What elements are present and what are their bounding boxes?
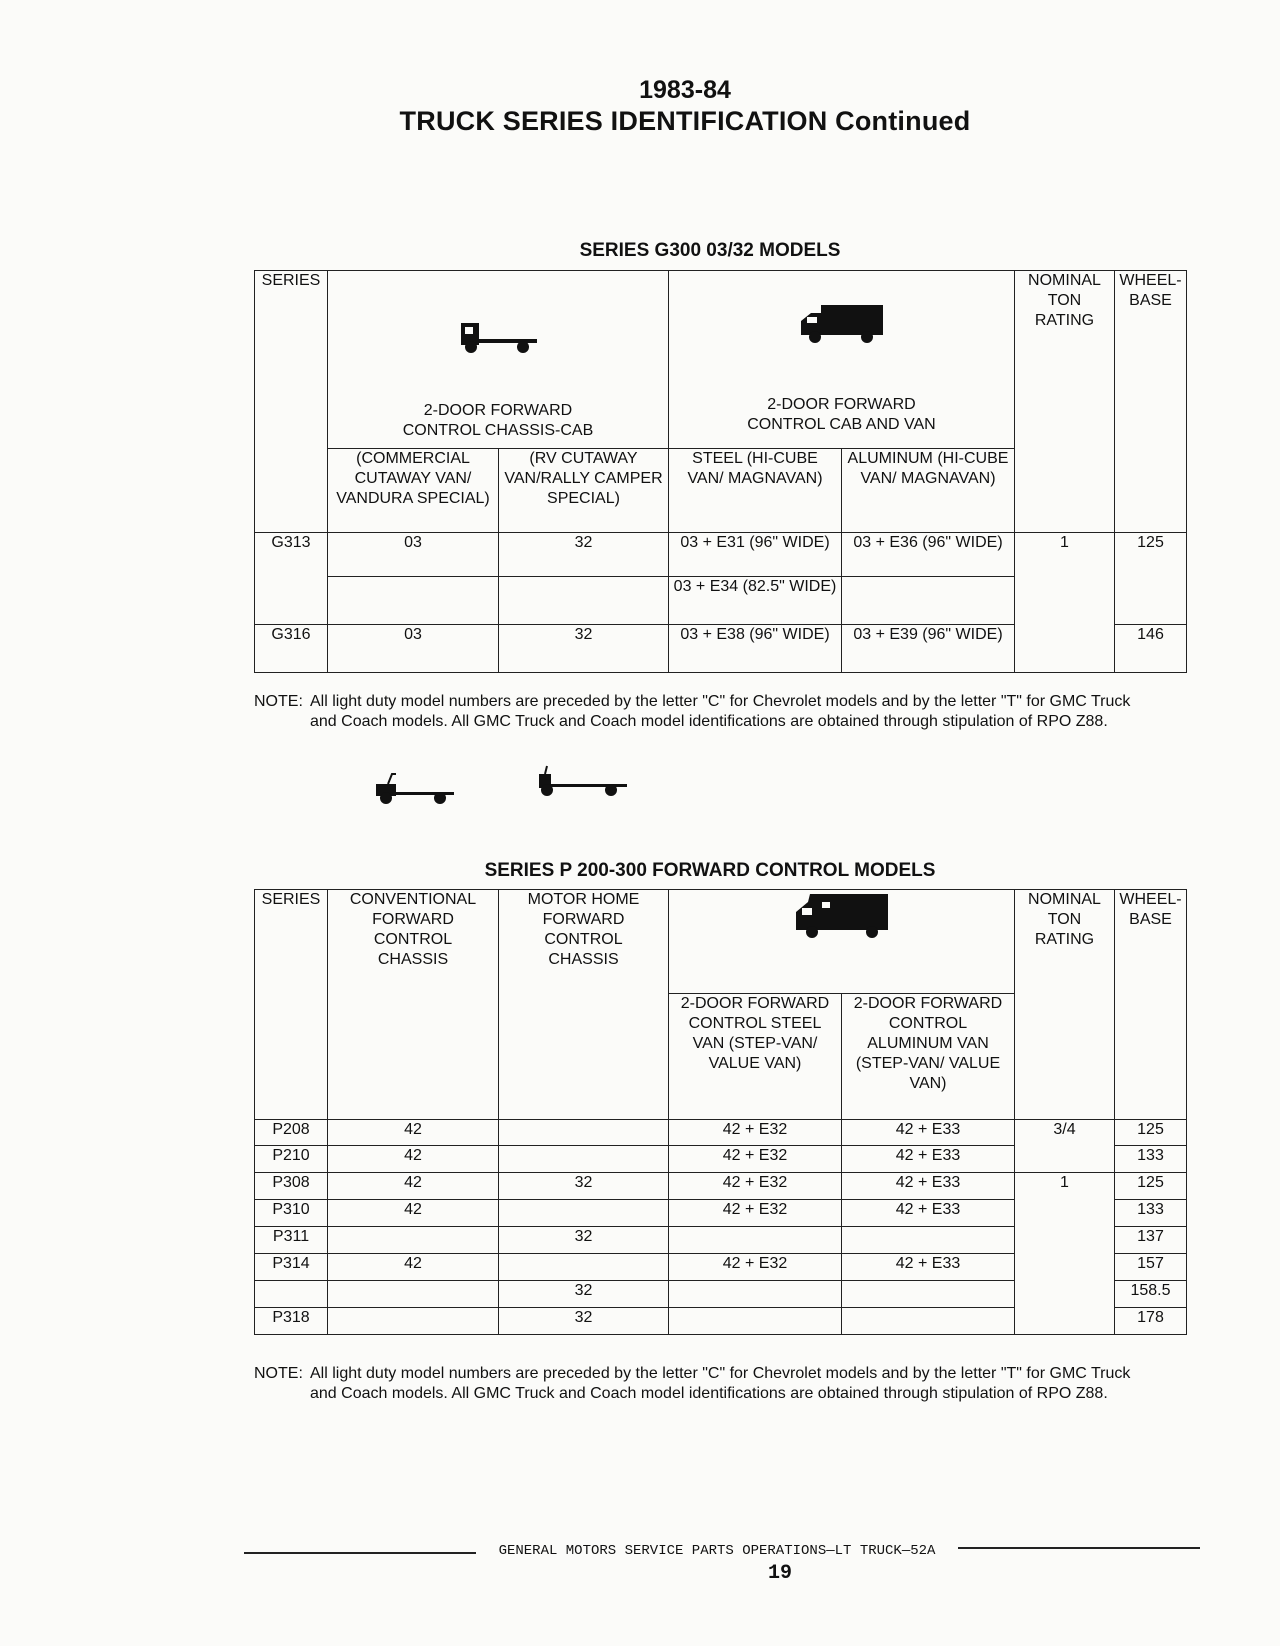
wheelbase-cell: 146	[1115, 625, 1187, 673]
step-van-group-header	[669, 890, 1015, 994]
cell	[499, 1200, 669, 1227]
wheelbase-cell: 125	[1115, 1120, 1187, 1146]
series-cell: P311	[255, 1227, 328, 1254]
cell: 42	[328, 1120, 499, 1146]
cell	[328, 1281, 499, 1308]
note-text: All light duty model numbers are preceded by the letter "C" for Chevrolet models and by the letter "T" for GMC Truck and Coach models. All GMC Truck and Coach model identifications are obtained through stipulation of RPO Z88.	[310, 1365, 1131, 1402]
cell: 42 + E33	[842, 1146, 1015, 1173]
ton-header: NOMINAL TON RATING	[1015, 890, 1115, 1120]
cell: 42 + E32	[669, 1254, 842, 1281]
sub-commercial-cutaway: (COMMERCIAL CUTAWAY VAN/ VANDURA SPECIAL)	[328, 449, 499, 533]
cell	[328, 577, 499, 625]
note-label: NOTE:	[254, 693, 303, 710]
wheelbase-cell: 158.5	[1115, 1281, 1187, 1308]
conventional-chassis-icon	[370, 770, 460, 810]
cell: 32	[499, 533, 669, 577]
year-heading: 1983-84	[639, 76, 731, 104]
cell: 42 + E32	[669, 1120, 842, 1146]
ton-header: NOMINAL TON RATING	[1015, 271, 1115, 533]
table2-note	[254, 1364, 1194, 1428]
page-title: TRUCK SERIES IDENTIFICATION Continued	[399, 106, 971, 136]
cell: 42 + E33	[842, 1120, 1015, 1146]
table1-title: SERIES G300 03/32 MODELS	[579, 240, 841, 261]
conventional-chassis-label: CONVENTIONAL FORWARD CONTROL CHASSIS	[349, 891, 477, 968]
series-cell: P310	[255, 1200, 328, 1227]
series-cell: P308	[255, 1173, 328, 1200]
chassis-cab-group-header	[328, 271, 669, 449]
cell: 03 + E36 (96" WIDE)	[842, 533, 1015, 577]
cell	[499, 1254, 669, 1281]
cell: 42	[328, 1146, 499, 1173]
cell: 32	[499, 1308, 669, 1335]
cell: 42 + E32	[669, 1146, 842, 1173]
series-cell: G316	[255, 625, 328, 673]
cell: 32	[499, 1173, 669, 1200]
note-text: All light duty model numbers are preceded by the letter "C" for Chevrolet models and by the letter "T" for GMC Truck and Coach models. All GMC Truck and Coach model identifications are obtained through stipulation of RPO Z88.	[310, 693, 1131, 730]
cab-van-group-label: 2-DOOR FORWARD CONTROL CAB AND VAN	[747, 396, 936, 433]
footer-rule-right	[958, 1547, 1200, 1549]
cell: 03 + E31 (96" WIDE)	[669, 533, 842, 577]
table2-title: SERIES P 200-300 FORWARD CONTROL MODELS	[484, 860, 936, 881]
wheelbase-cell: 137	[1115, 1227, 1187, 1254]
cell: 03	[328, 625, 499, 673]
series-cell: P210	[255, 1146, 328, 1173]
steel-van-header: 2-DOOR FORWARD CONTROL STEEL VAN (STEP-VAN/ VALUE VAN)	[669, 994, 842, 1120]
cell	[328, 1227, 499, 1254]
step-van-icon	[792, 890, 892, 940]
cell: 32	[499, 1281, 669, 1308]
series-header: SERIES	[255, 890, 328, 1120]
table-row	[255, 533, 1187, 577]
cell: 03 + E34 (82.5" WIDE)	[669, 577, 842, 625]
sub-rv-cutaway: (RV CUTAWAY VAN/RALLY CAMPER SPECIAL)	[499, 449, 669, 533]
cell: 03	[328, 533, 499, 577]
cell	[499, 1120, 669, 1146]
footer-rule-left	[244, 1552, 476, 1554]
cell: 03 + E38 (96" WIDE)	[669, 625, 842, 673]
series-g300-table	[254, 270, 1187, 673]
cell	[842, 1227, 1015, 1254]
ton-cell: 1	[1015, 1173, 1115, 1335]
cab-van-group-header	[669, 271, 1015, 449]
chassis-cab-group-label: 2-DOOR FORWARD CONTROL CHASSIS-CAB	[402, 402, 594, 439]
cell: 42 + E33	[842, 1173, 1015, 1200]
note-label: NOTE:	[254, 1365, 303, 1382]
wheelbase-cell: 125	[1115, 533, 1187, 625]
ton-cell: 1	[1015, 533, 1115, 673]
series-cell: P318	[255, 1308, 328, 1335]
motor-home-chassis-header	[499, 890, 669, 1120]
wheelbase-header: WHEEL- BASE	[1115, 271, 1187, 533]
cell	[499, 1146, 669, 1173]
series-cell: G313	[255, 533, 328, 625]
cell: 32	[499, 1227, 669, 1254]
cell	[499, 577, 669, 625]
ton-cell: 3/4	[1015, 1120, 1115, 1173]
cell: 42 + E32	[669, 1173, 842, 1200]
wheelbase-cell: 133	[1115, 1146, 1187, 1173]
cell: 42 + E33	[842, 1200, 1015, 1227]
wheelbase-cell: 133	[1115, 1200, 1187, 1227]
cell	[669, 1227, 842, 1254]
table1-note	[254, 692, 1194, 756]
table-row	[255, 1173, 1187, 1200]
cell	[669, 1308, 842, 1335]
chassis-cab-icon	[453, 317, 543, 357]
cell	[842, 577, 1015, 625]
cell: 32	[499, 625, 669, 673]
page-number: 19	[767, 1562, 792, 1585]
cell: 42	[328, 1254, 499, 1281]
series-p200-300-table	[254, 889, 1187, 1335]
cell: 42 + E32	[669, 1200, 842, 1227]
footer-text: GENERAL MOTORS SERVICE PARTS OPERATIONS—LT TRUCK—52A	[498, 1543, 936, 1559]
cell: 42	[328, 1200, 499, 1227]
table-row	[255, 1120, 1187, 1146]
cell	[328, 1308, 499, 1335]
aluminum-van-header: 2-DOOR FORWARD CONTROL ALUMINUM VAN (STEP-VAN/ VALUE VAN)	[842, 994, 1015, 1120]
cell	[669, 1281, 842, 1308]
series-cell	[255, 1281, 328, 1308]
series-header: SERIES	[255, 271, 328, 533]
cell: 03 + E39 (96" WIDE)	[842, 625, 1015, 673]
series-cell: P208	[255, 1120, 328, 1146]
cell	[842, 1281, 1015, 1308]
sub-aluminum: ALUMINUM (HI-CUBE VAN/ MAGNAVAN)	[842, 449, 1015, 533]
sub-steel: STEEL (HI-CUBE VAN/ MAGNAVAN)	[669, 449, 842, 533]
motor-home-chassis-label: MOTOR HOME FORWARD CONTROL CHASSIS	[527, 891, 640, 968]
cell	[842, 1308, 1015, 1335]
hi-cube-van-icon	[797, 301, 887, 345]
wheelbase-cell: 125	[1115, 1173, 1187, 1200]
conventional-chassis-header	[328, 890, 499, 1120]
series-cell: P314	[255, 1254, 328, 1281]
wheelbase-cell: 178	[1115, 1308, 1187, 1335]
cell: 42 + E33	[842, 1254, 1015, 1281]
motor-home-chassis-icon	[533, 762, 633, 802]
cell: 42	[328, 1173, 499, 1200]
wheelbase-header: WHEEL- BASE	[1115, 890, 1187, 1120]
wheelbase-cell: 157	[1115, 1254, 1187, 1281]
